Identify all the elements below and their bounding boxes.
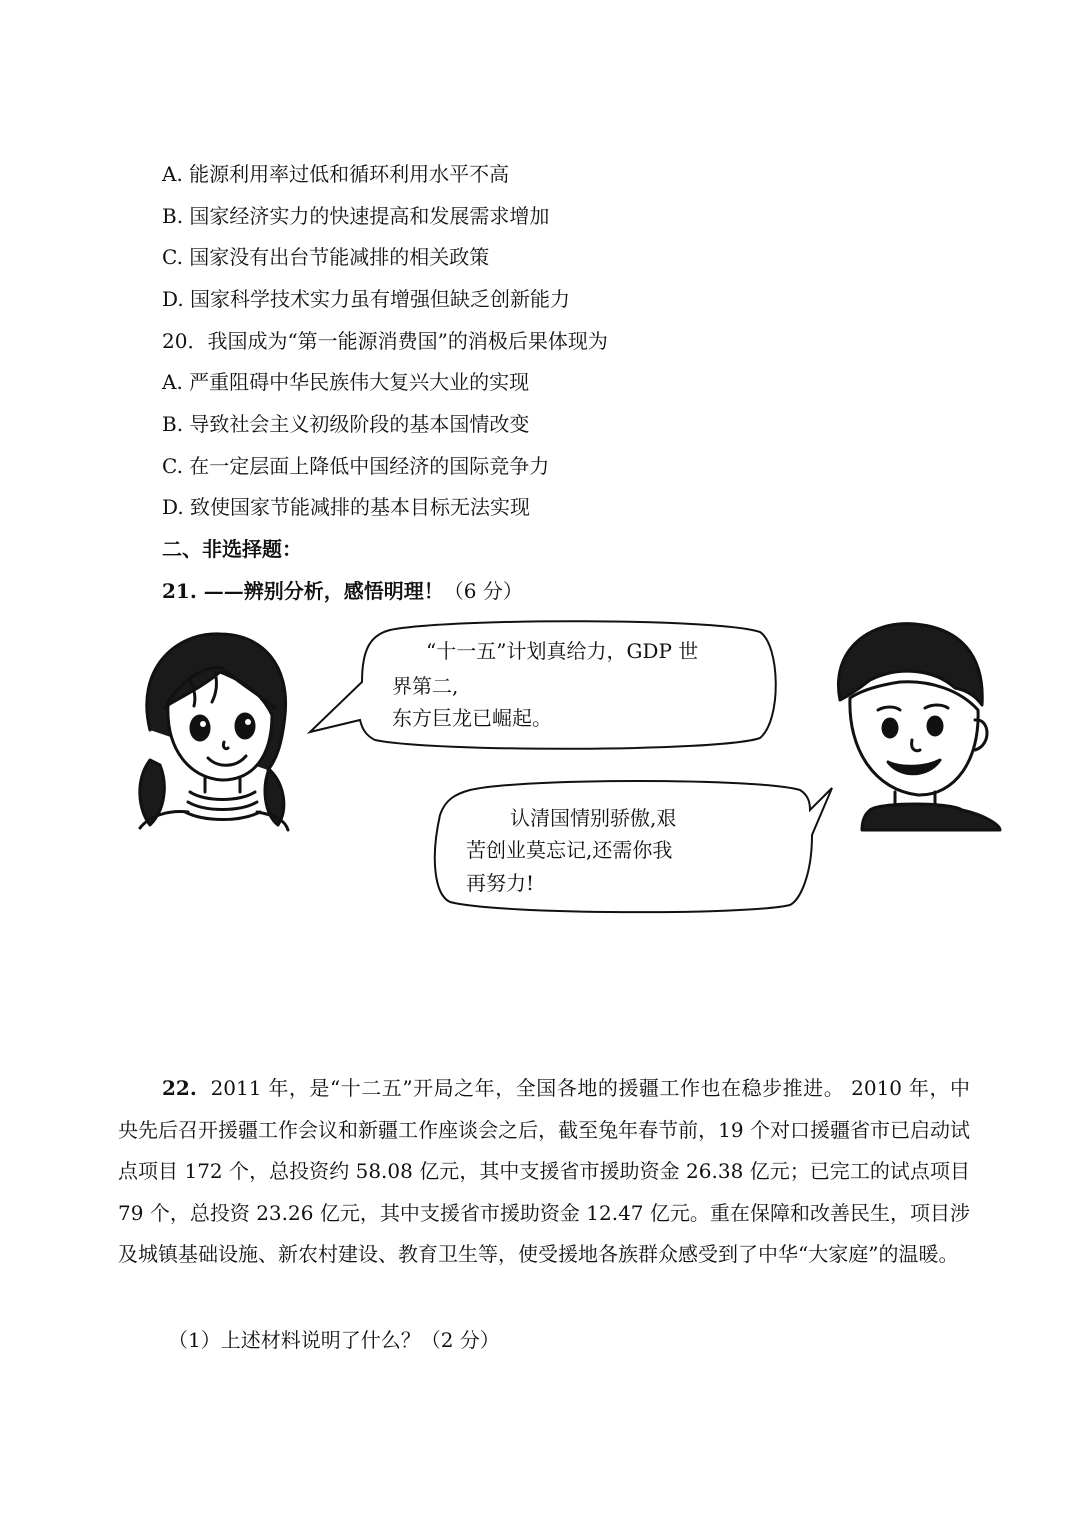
q20-stem: 20．我国成为“第一能源消费国”的消极后果体现为 (162, 329, 608, 353)
q22-body: 2011 年，是“十二五”开局之年，全国各地的援疆工作也在稳步推进。 2010 年，中央先后召开援疆工作会议和新疆工作座谈会之后，截至兔年春节前，19 个对口援疆省市已启动试点项目 172 个，总投资约 58.08 亿元，其中支援省市援助资金 26.38 亿元；已完工的试点项目 79 个，总投资 23.26 亿元，其中支援省市援助资金 12.47 亿元。重在保障和改善民生，项目涉及城镇基础设施、新农村建设、教育卫生等，使受援地各族群众感受到了中华“大家庭”的温暖。 (118, 1076, 970, 1267)
q19-option-c: C. 国家没有出台节能减排的相关政策 (162, 245, 490, 269)
boy-bubble-line-1: 认清国情别骄傲,艰 (510, 806, 677, 830)
q19-option-a: A. 能源利用率过低和循环利用水平不高 (162, 162, 510, 186)
section-heading: 二、非选择题： (162, 537, 302, 561)
q20-option-b: B. 导致社会主义初级阶段的基本国情改变 (162, 412, 530, 436)
girl-bubble-line-2: 界第二, (392, 674, 459, 698)
q21-title-line (162, 577, 523, 605)
q22-number: 22. (162, 1076, 197, 1100)
boy-figure (838, 624, 1000, 830)
q21-title: 21. ——辨别分析，感悟明理！ (162, 579, 444, 603)
boy-bubble-line-2: 苦创业莫忘记,还需你我 (466, 838, 673, 862)
q20-option-c: C. 在一定层面上降低中国经济的国际竞争力 (162, 454, 550, 478)
girl-bubble-line-1: “十一五”计划真给力，GDP 世 (426, 639, 699, 663)
q22-material (118, 1068, 970, 1276)
q20-option-d: D. 致使国家节能减排的基本目标无法实现 (162, 495, 531, 519)
q19-option-d: D. 国家科学技术实力虽有增强但缺乏创新能力 (162, 287, 571, 311)
q21-score: （6 分） (443, 579, 523, 603)
girl-bubble-line-3: 东方巨龙已崛起。 (392, 706, 552, 730)
girl-figure (140, 634, 288, 830)
boy-bubble-line-3: 再努力! (466, 871, 535, 895)
q20-option-a: A. 严重阻碍中华民族伟大复兴大业的实现 (162, 370, 530, 394)
q19-option-b: B. 国家经济实力的快速提高和发展需求增加 (162, 204, 550, 228)
q22-sub-question-1: （1）上述材料说明了什么？（2 分） (168, 1328, 500, 1352)
